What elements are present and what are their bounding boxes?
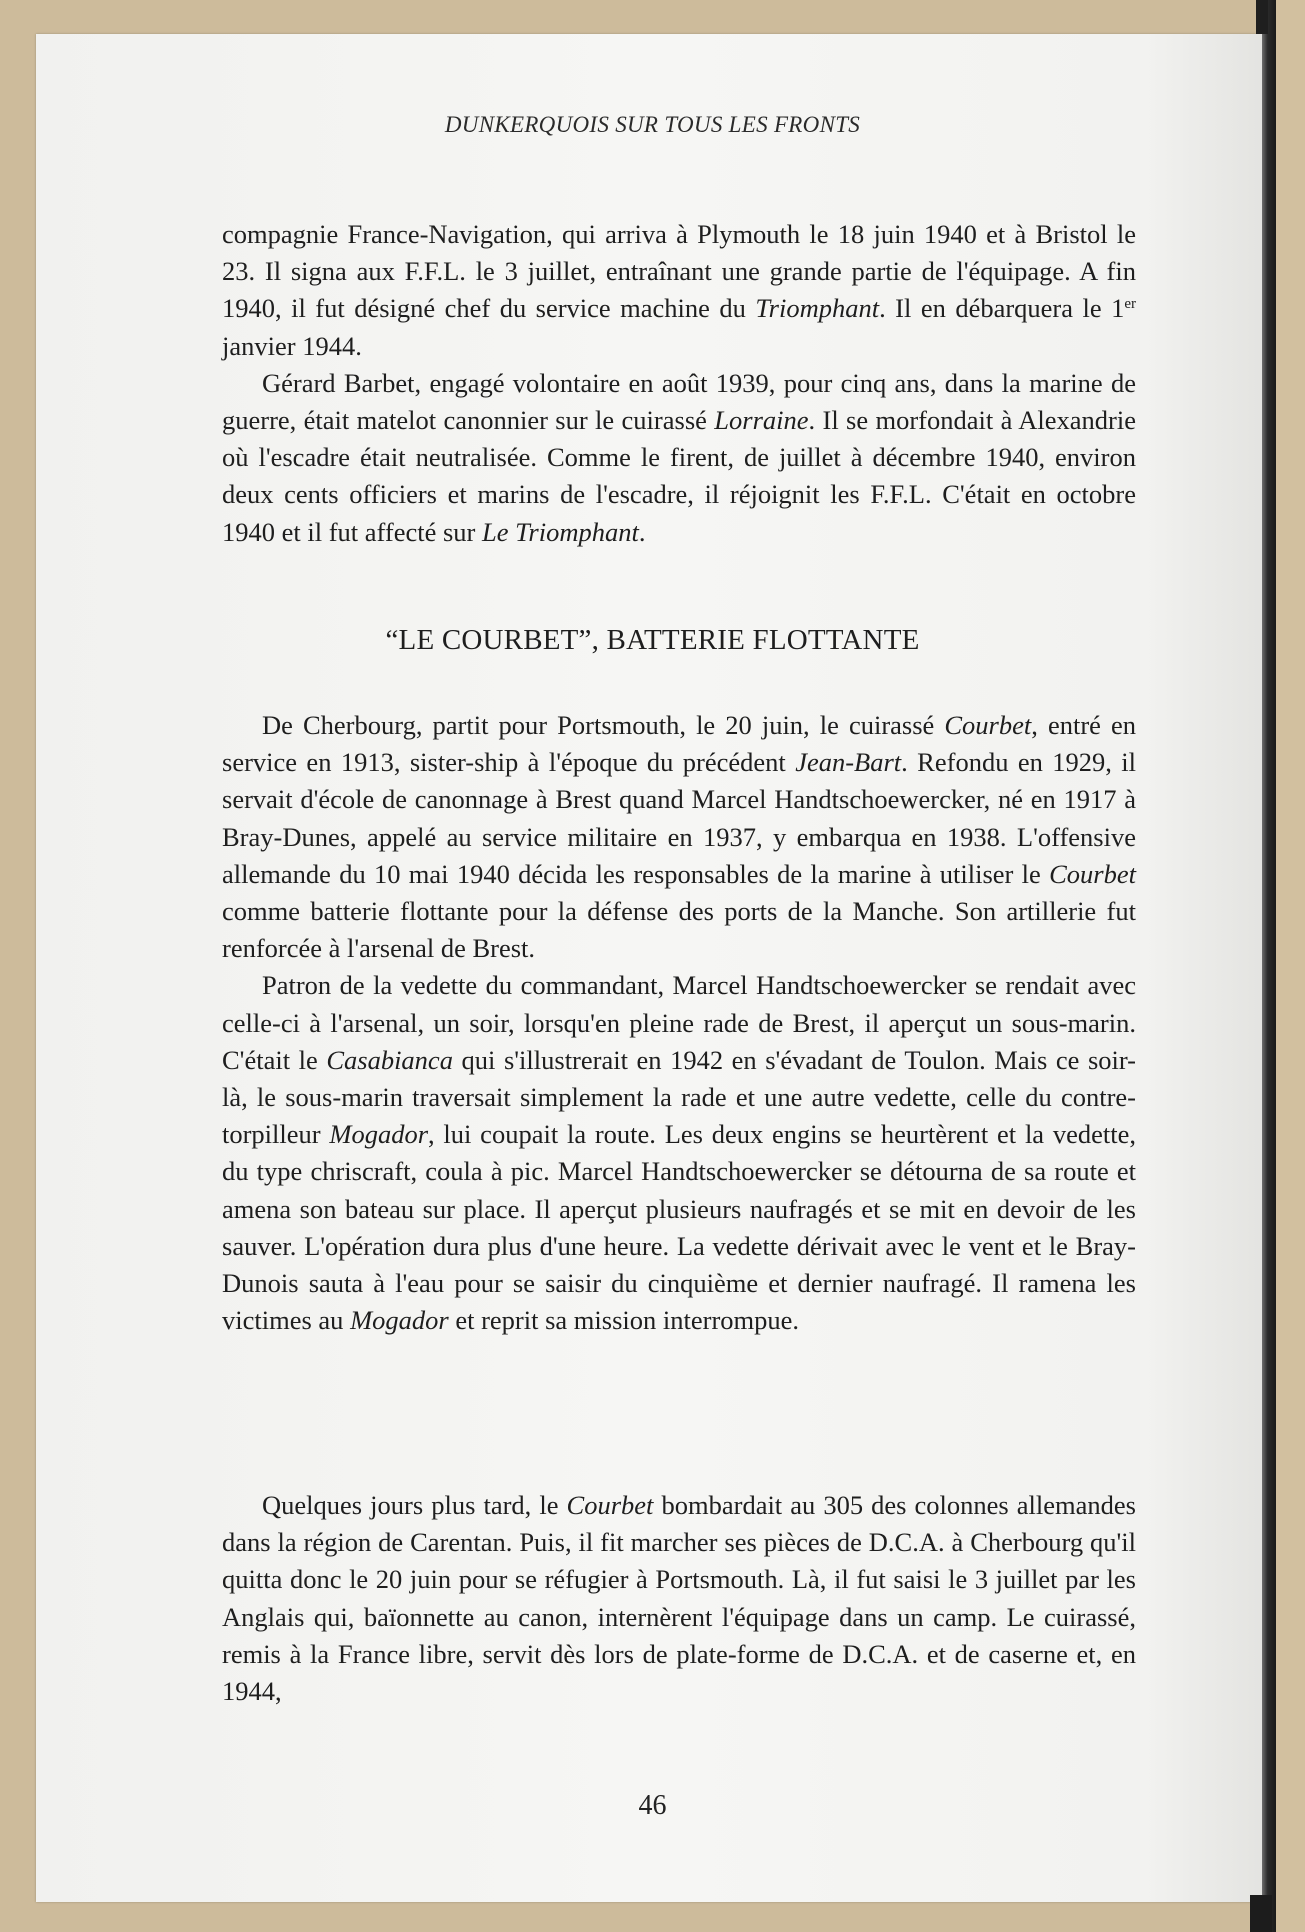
paragraph-continued [222,216,1136,365]
text-run: bombardait au 305 des colonnes allemandes dans la région de Carentan. Puis, il fit marcher ses pièces de D.C.A. à Cherbourg qu'il quitta donc le 20 juin pour se réfugier à Portsmouth. Là, il fut saisi le 3 juillet par les Anglais qui, baïonnette au canon, internèrent l'équipage dans un camp. Le cuirassé, remis à la France libre, servit dès lors de plate-forme de D.C.A. et de caserne et, en 1944, [222,1490,1136,1707]
ship-name: Casabianca [326,1044,453,1075]
text-run: Gérard Barbet, engagé volontaire en août 1939, pour cinq ans, dans la marine de guerre, était matelot canonnier sur le cuirassé [222,367,1136,436]
paragraph [222,365,1136,551]
text-run: comme batterie flottante pour la défense des ports de la Manche. Son artillerie fut renforcée à l'arsenal de Brest. [222,896,1136,964]
ship-name: Courbet [566,1490,654,1520]
text-run: Quelques jours plus tard, le [262,1490,567,1520]
binding-strip [1262,0,1276,1932]
text-block-middle [222,707,1136,1339]
text-run: Patron de la vedette du commandant, Marcel Handtschoewercker se rendait avec celle-ci à l'arsenal, un soir, lorsqu'en pleine rade de Brest, il aperçut un sous-marin. C'était le [222,970,1136,1075]
text-run: . Refondu en 1929, il servait d'école de canonnage à Brest quand Marcel Handtschoewercker, né en 1917 à Bray-Dunes, appelé au service militaire en 1937, y embarqua en 1938. L'offensive allemande du 10 mai 1940 décida les responsables de la marine à utiliser le [222,747,1136,889]
binding-strip-bottom [1250,1895,1272,1932]
paragraph [222,1487,1136,1710]
page-number: 46 [638,1790,667,1821]
ordinal-superscript: er [1124,296,1136,313]
text-run: janvier 1944. [222,330,362,361]
text-block-bottom [222,1487,1136,1710]
binding-strip-top [1256,0,1268,34]
ship-name: Jean-Bart [795,747,902,778]
text-block-top [222,216,1136,551]
text-run: qui s'illustrerait en 1942 en s'évadant de Toulon. Mais ce soir-là, le sous-marin traversait simplement la rade et une autre vedette, celle du contre-torpilleur [222,1044,1137,1150]
text-run: . [638,516,646,547]
ship-name: Mogador [329,1119,429,1150]
text-run: . Il se morfondait à Alexandrie où l'escadre était neutralisée. Comme le firent, de juillet à décembre 1940, environ deux cents officiers et marins de l'escadre, il réjoignit les F.F.L. C'était en octobre 1940 et il fut affecté sur [222,405,1136,547]
text-run: , entré en service en 1913, sister-ship à l'époque du précédent [222,710,1136,778]
scan-background-edge [1276,0,1305,1932]
running-header: DUNKERQUOIS SUR TOUS LES FRONTS [444,112,861,137]
text-run: et reprit sa mission interrompue. [448,1305,800,1336]
paragraph [222,707,1136,967]
ship-name: Courbet [944,710,1032,740]
text-run: De Cherbourg, partit pour Portsmouth, le 20 juin, le cuirassé [262,710,945,740]
ship-name: Mogador [350,1305,449,1336]
ship-name: Le Triomphant [482,516,639,547]
text-run: compagnie France-Navigation, qui arriva à Plymouth le 18 juin 1940 et à Bristol le 23. Il signa aux F.F.L. le 3 juillet, entraînant une grande partie de l'équipage. A fin 1940, il fut désigné chef du service machine du [222,219,1136,324]
text-run: , lui coupait la route. Les deux engins se heurtèrent et la vedette, du type chriscraft, coula à pic. Marcel Handtschoewercker se détourna de sa route et amena son bateau sur place. Il aperçut plusieurs naufragés et se mit en devoir de les sauver. L'opération dura plus d'une heure. La vedette dérivait avec le vent et le Bray-Dunois sauta à l'eau pour se saisir du cinquième et dernier naufragé. Il ramena les victimes au [222,1119,1136,1336]
text-run: . Il en débarquera le 1 [879,293,1125,324]
ship-name: Lorraine [714,405,809,436]
section-heading: “LE COURBET”, BATTERIE FLOTTANTE [385,624,920,656]
paragraph [222,967,1136,1339]
ship-name: Triomphant [755,293,880,324]
ship-name: Courbet [1049,858,1136,889]
